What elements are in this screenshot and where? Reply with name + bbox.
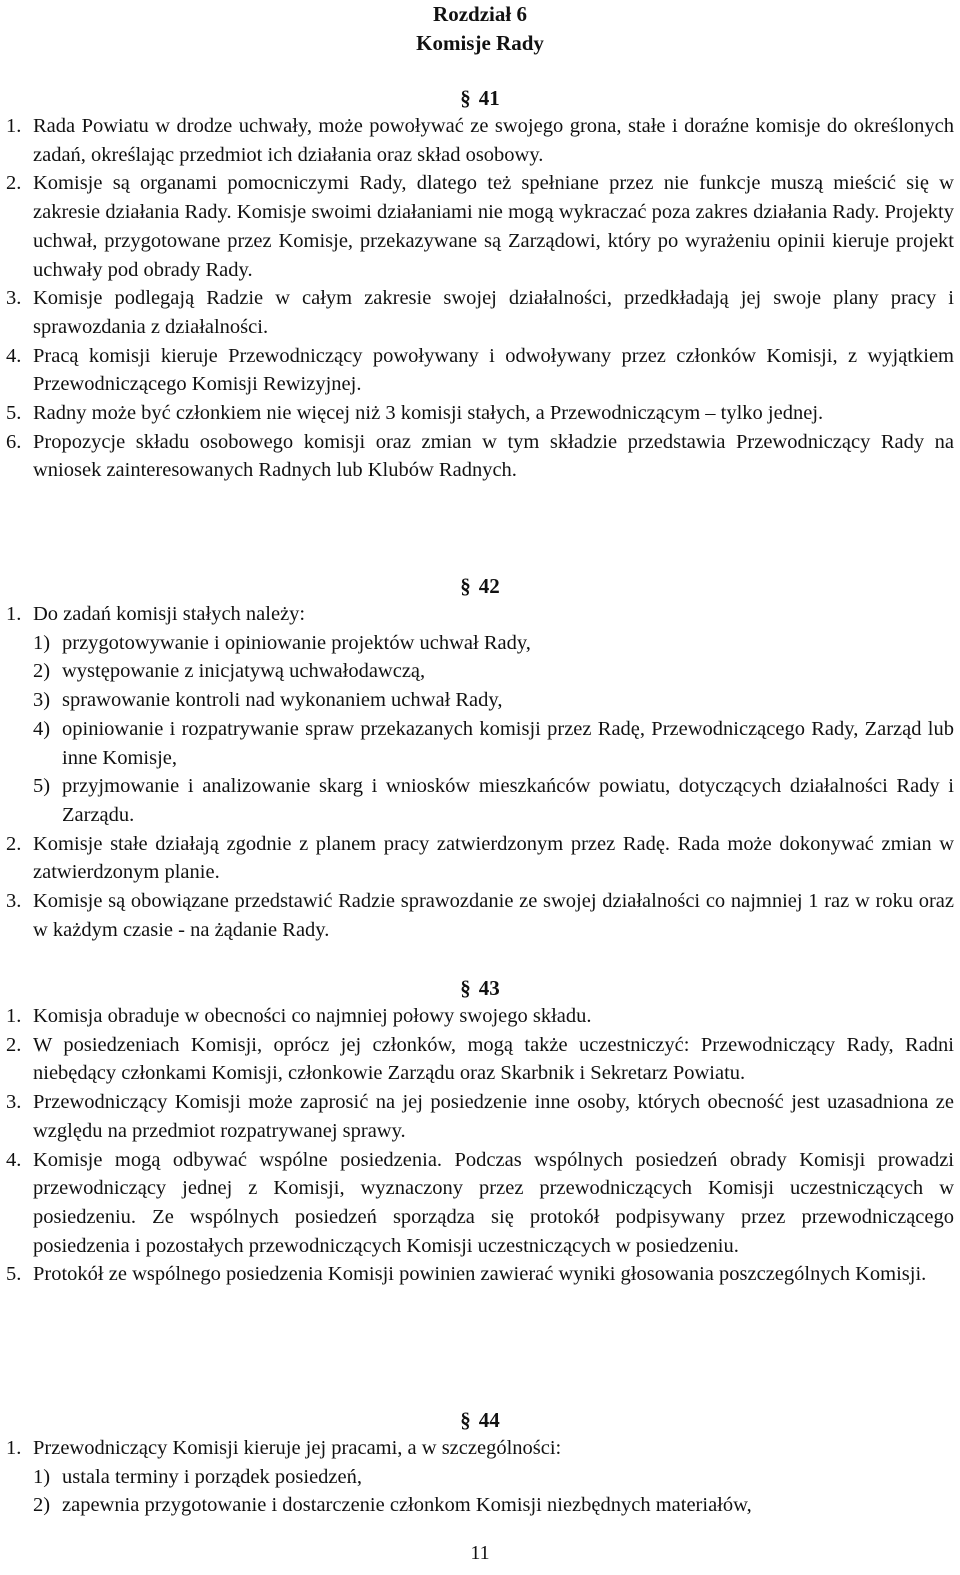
item-number: 2. <box>6 832 22 855</box>
item-text: Protokół ze wspólnego posiedzenia Komisji powinien zawierać wyniki głosowania poszczególnych Komisji. <box>33 1263 927 1286</box>
section-number: 42 <box>478 574 500 598</box>
section-heading-44 <box>0 1406 960 1434</box>
item-text: Komisja obraduje w obecności co najmniej połowy swojego składu. <box>33 1005 592 1027</box>
item-text: Pracą komisji kieruje Przewodniczący powoływany i odwoływany przez członków Komisji, z wyjątkiem Przewodniczącego Komisji Rewizyjnej. <box>33 344 954 396</box>
item-text: Komisje są organami pomocniczymi Rady, dlatego też spełniane przez nie funkcje muszą mieścić się w zakresie działania Rady. Komisje swoimi działaniami nie mogą wykraczać poza zakres działania Rady. Projekty uchwał, przygotowane przez Komisje, przekazywane są Zarządowi, który po wyrażeniu opinii kieruje projekt uchwały pod obrady Rady. <box>33 172 954 281</box>
sub-item <box>6 772 954 829</box>
sub-item-text: przyjmowanie i analizowanie skarg i wniosków mieszkańców powiatu, dotyczących działalności Rady i Zarządu. <box>62 775 954 826</box>
section-sign: § <box>460 976 471 1000</box>
item-number: 1. <box>6 603 22 625</box>
paragraph-item <box>6 284 954 341</box>
section-number: 43 <box>478 976 500 1000</box>
item-text: W posiedzeniach Komisji, oprócz jej członków, mogą także uczestniczyć: Przewodniczący Rady, Radni niebędący członkami Komisji, członkowie Zarządu oraz Skarbnik i Sekretarz Powiatu. <box>33 1033 954 1085</box>
paragraph-item <box>6 112 954 169</box>
item-text: Komisje stałe działają zgodnie z planem pracy zatwierdzonym przez Radę. Rada może dokonywać zmian w zatwierdzonym planie. <box>33 832 954 884</box>
paragraph-item <box>6 169 954 284</box>
section-42-body <box>6 600 954 944</box>
sub-item-text: sprawowanie kontroli nad wykonaniem uchwał Rady, <box>62 689 503 712</box>
sub-item <box>6 715 954 772</box>
item-text: Radny może być członkiem nie więcej niż 3 komisji stałych, a Przewodniczącym – tylko jednej. <box>33 402 824 425</box>
paragraph-item <box>6 342 954 399</box>
paragraph-item <box>6 1002 954 1031</box>
paragraph-item <box>6 830 954 887</box>
chapter-heading <box>0 0 960 58</box>
item-text: Komisje podlegają Radzie w całym zakresie swojej działalności, przedkładają jej swoje plany pracy i sprawozdania z działalności. <box>33 287 954 338</box>
item-number: 4. <box>6 344 22 367</box>
paragraph-item <box>6 1088 954 1145</box>
section-43-body <box>6 1002 954 1289</box>
section-sign: § <box>460 1408 471 1432</box>
paragraph-item <box>6 1031 954 1088</box>
section-heading-43 <box>0 974 960 1002</box>
item-number: 3. <box>6 1091 22 1114</box>
item-number: 1. <box>6 115 22 137</box>
paragraph-item <box>6 1260 954 1289</box>
item-text: Komisje są obowiązane przedstawić Radzie sprawozdanie ze swojej działalności co najmniej 1 raz w roku oraz w każdym czasie - na żądanie Rady. <box>33 890 954 941</box>
section-sign: § <box>460 86 471 110</box>
sub-item-number: 1) <box>33 1465 51 1488</box>
paragraph-item <box>6 1434 954 1463</box>
sub-item <box>6 657 954 686</box>
item-number: 5. <box>6 402 22 425</box>
item-number: 4. <box>6 1148 22 1171</box>
section-sign: § <box>460 574 471 598</box>
sub-item-text: przygotowywanie i opiniowanie projektów uchwał Rady, <box>62 631 531 654</box>
sub-item-number: 2) <box>33 660 51 683</box>
paragraph-item <box>6 399 954 428</box>
chapter-title: Rozdział 6 <box>433 2 527 26</box>
sub-item <box>6 1491 954 1520</box>
item-number: 2. <box>6 1033 22 1056</box>
section-44-body <box>6 1434 954 1520</box>
item-text: Propozycje składu osobowego komisji oraz zmian w tym składzie przedstawia Przewodniczący Rady na wniosek zainteresowanych Radnych lub Klubów Radnych. <box>33 430 954 482</box>
sub-item-number: 2) <box>33 1494 51 1517</box>
item-text: Rada Powiatu w drodze uchwały, może powoływać ze swojego grona, stałe i doraźne komisje do określonych zadań, określając przedmiot ich działania oraz skład osobowy. <box>33 115 954 166</box>
sub-item-text: zapewnia przygotowanie i dostarczenie członkom Komisji niezbędnych materiałów, <box>62 1494 752 1517</box>
section-number: 44 <box>478 1408 500 1432</box>
sub-item-text: występowanie z inicjatywą uchwałodawczą, <box>62 660 426 683</box>
item-text: Komisje mogą odbywać wspólne posiedzenia. Podczas wspólnych posiedzeń obrady Komisji prowadzi przewodniczący jednej z Komisji, wyznaczony przez przewodniczących Komisji uczestniczących w posiedzeniu. Ze wspólnych posiedzeń sporządza się protokół podpisywany przez przewodniczącego posiedzenia i pozostałych przewodniczących Komisji uczestniczących w posiedzeniu. <box>33 1148 954 1257</box>
section-heading-42 <box>0 572 960 600</box>
section-41-body <box>6 112 954 485</box>
item-number: 5. <box>6 1263 22 1286</box>
sub-item <box>6 1463 954 1492</box>
paragraph-item <box>6 428 954 485</box>
item-text: Do zadań komisji stałych należy: <box>33 603 306 625</box>
paragraph-item <box>6 600 954 629</box>
paragraph-item <box>6 1146 954 1261</box>
paragraph-item <box>6 887 954 944</box>
item-number: 3. <box>6 287 22 310</box>
chapter-subtitle: Komisje Rady <box>416 31 544 55</box>
page-number: 11 <box>470 1542 490 1564</box>
sub-item-number: 4) <box>33 717 51 740</box>
sub-item <box>6 629 954 658</box>
item-number: 1. <box>6 1437 22 1459</box>
sub-item-number: 3) <box>33 689 51 712</box>
item-number: 3. <box>6 890 22 913</box>
sub-item-text: ustala terminy i porządek posiedzeń, <box>62 1465 362 1488</box>
sub-item <box>6 686 954 715</box>
sub-item-number: 5) <box>33 775 51 798</box>
section-number: 41 <box>478 86 500 110</box>
item-number: 1. <box>6 1005 22 1027</box>
item-number: 6. <box>6 430 22 453</box>
item-text: Przewodniczący Komisji kieruje jej pracami, a w szczególności: <box>33 1437 562 1459</box>
item-text: Przewodniczący Komisji może zaprosić na jej posiedzenie inne osoby, których obecność jest uzasadniona ze względu na przedmiot rozpatrywanej sprawy. <box>33 1091 954 1142</box>
sub-item-text: opiniowanie i rozpatrywanie spraw przekazanych komisji przez Radę, Przewodniczącego Rady, Zarząd lub inne Komisje, <box>62 717 954 769</box>
section-heading-41 <box>0 84 960 112</box>
sub-item-number: 1) <box>33 631 51 654</box>
item-number: 2. <box>6 172 22 195</box>
